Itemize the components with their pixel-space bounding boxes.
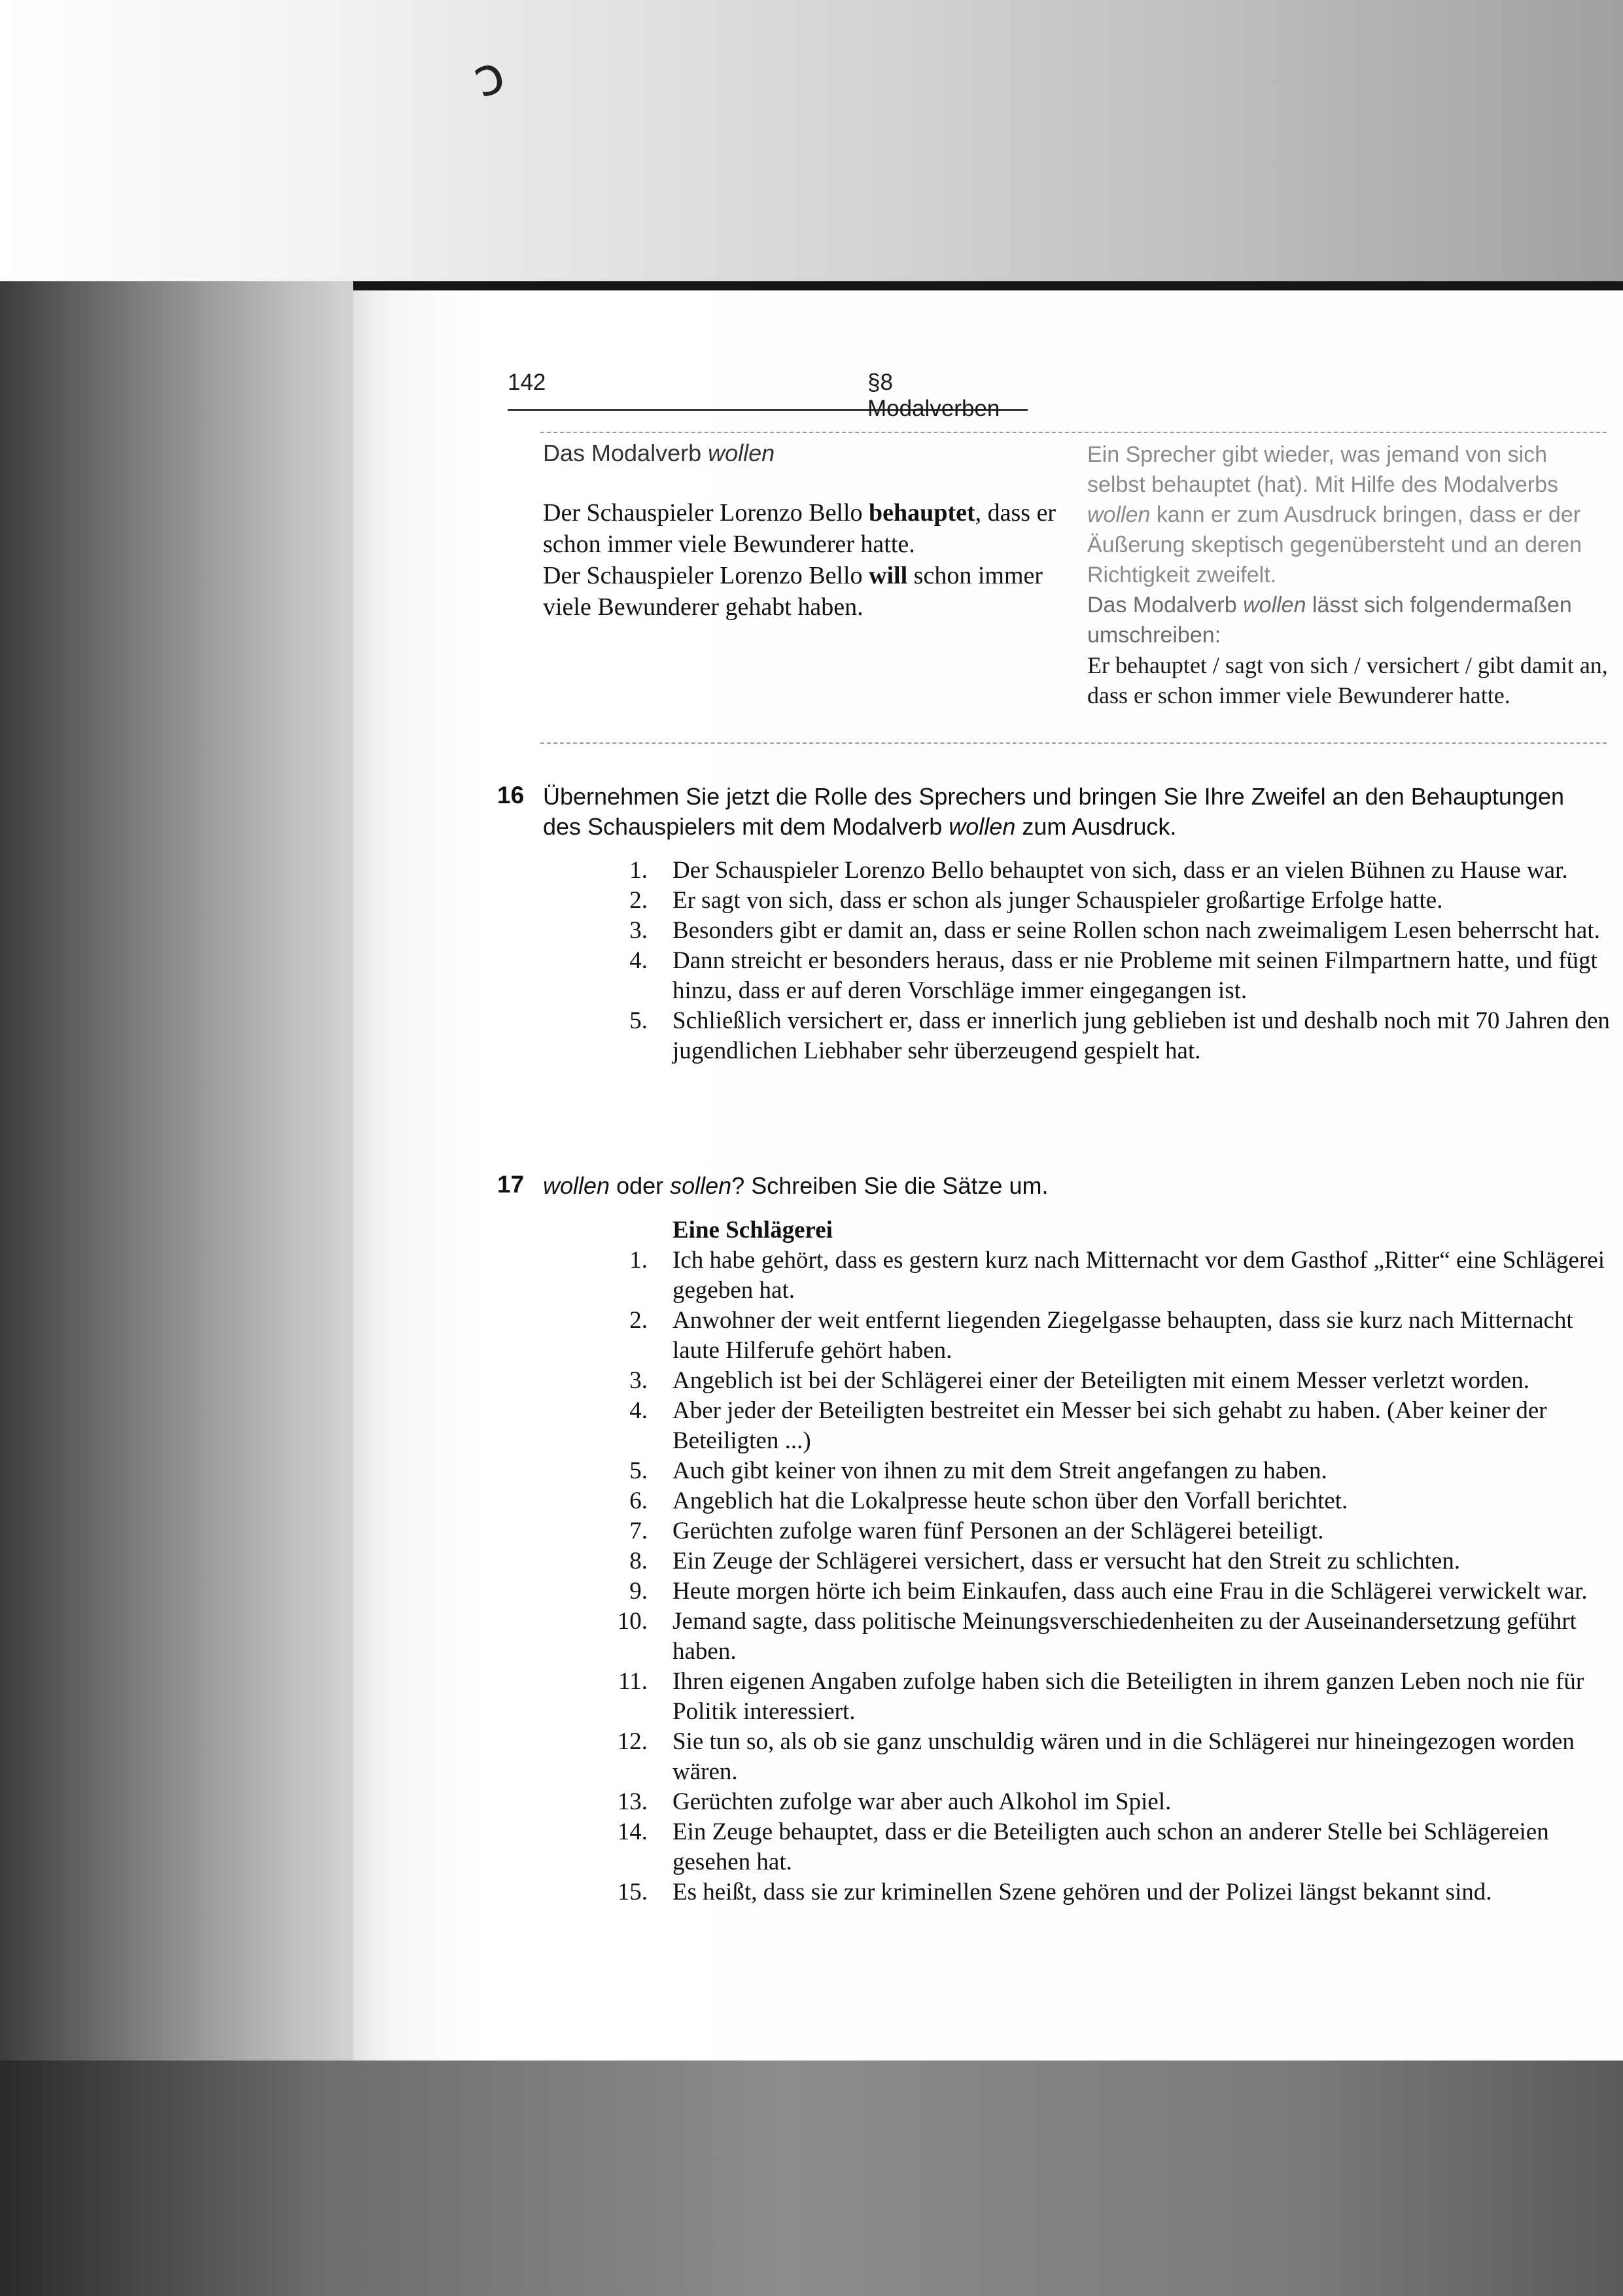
- list-item: 2. Anwohner der weit entfernt liegenden Ziegelgasse behaupten, dass sie kurz nach Mitternacht laute Hilferufe gehört haben.: [629, 1307, 1573, 1364]
- list-item: 9. Heute morgen hörte ich beim Einkaufen, dass auch eine Frau in die Schlägerei verwickelt war.: [629, 1578, 1588, 1605]
- list-item: 7. Gerüchten zufolge waren fünf Personen an der Schlägerei beteiligt.: [629, 1518, 1324, 1544]
- explanation: [1087, 440, 1611, 710]
- exercise-instruction: wollen oder sollen? Schreiben Sie die Sätze um.: [543, 1172, 1049, 1199]
- list-item: 14. Ein Zeuge behauptet, dass er die Beteiligten auch schon an anderer Stelle bei Schlägereien gesehen hat.: [617, 1818, 1549, 1875]
- grammar-info-box: [540, 432, 1607, 746]
- list-item: 4. Aber jeder der Beteiligten bestreitet ein Messer bei sich gehabt zu haben. (Aber keiner der Beteiligten ...): [629, 1397, 1547, 1454]
- pen-mark-icon: ↄ: [464, 43, 513, 110]
- scan-background-top: [0, 0, 1623, 281]
- page-header: [508, 370, 1028, 421]
- explanation-paragraph-1: Ein Sprecher gibt wieder, was jemand von sich selbst behauptet (hat). Mit Hilfe des Modalverbs wollen kann er zum Ausdruck bringen, dass er der Äußerung skeptisch gegenübersteht und an deren Richtigkeit zweifelt.: [1087, 442, 1582, 587]
- list-item: 12. Sie tun so, als ob sie ganz unschuldig wären und in die Schlägerei nur hineingezogen worden wären.: [617, 1728, 1575, 1785]
- list-item: 3. Angeblich ist bei der Schlägerei einer der Beteiligten mit einem Messer verletzt worden.: [629, 1367, 1529, 1394]
- exercise-number: 17: [497, 1171, 525, 1198]
- divider: [540, 432, 1607, 433]
- list-item: 5. Auch gibt keiner von ihnen zu mit dem Streit angefangen zu haben.: [629, 1457, 1327, 1484]
- list-title: Eine Schlägerei: [672, 1217, 833, 1244]
- list-item: 6. Angeblich hat die Lokalpresse heute schon über den Vorfall berichtet.: [629, 1487, 1348, 1514]
- example-sentence-1: Der Schauspieler Lorenzo Bello behauptet, dass er schon immer viele Bewunderer hatte.: [543, 499, 1056, 558]
- list-item: 4. Dann streicht er besonders heraus, dass er nie Probleme mit seinen Filmpartnern hatte, und fügt hinzu, dass er auf deren Vorschläge immer eingegangen ist.: [629, 947, 1597, 1004]
- explanation-paraphrase: Er behauptet / sagt von sich / versichert / gibt damit an, dass er schon immer viele Bewunderer hatte.: [1087, 652, 1608, 708]
- list-item: 15. Es heißt, dass sie zur kriminellen Szene gehören und der Polizei längst bekannt sind.: [617, 1879, 1492, 1905]
- scan-background-bottom: [0, 2061, 1623, 2296]
- explanation-paragraph-2: Das Modalverb wollen lässt sich folgendermaßen umschreiben:: [1087, 593, 1572, 648]
- list-item: 10. Jemand sagte, dass politische Meinungsverschiedenheiten zu der Auseinandersetzung geführt haben.: [617, 1608, 1577, 1665]
- list-item: 1. Der Schauspieler Lorenzo Bello behauptet von sich, dass er an vielen Bühnen zu Hause war.: [629, 857, 1568, 884]
- example-sentences: [543, 497, 1060, 623]
- exercise-number: 16: [497, 782, 525, 809]
- exercise-16-list: [595, 856, 1616, 1066]
- list-item: 11. Ihren eigenen Angaben zufolge haben sich die Beteiligten in ihrem ganzen Leben noch nie für Politik interessiert.: [618, 1668, 1584, 1725]
- list-item: 2. Er sagt von sich, dass er schon als junger Schauspieler großartige Erfolge hatte.: [629, 887, 1443, 914]
- page-number: 142: [508, 370, 546, 395]
- divider: [540, 742, 1607, 744]
- exercise-instruction: Übernehmen Sie jetzt die Rolle des Sprechers und bringen Sie Ihre Zweifel an den Behauptungen des Schauspielers mit dem Modalverb wollen zum Ausdruck.: [543, 783, 1564, 840]
- list-item: 8. Ein Zeuge der Schlägerei versichert, dass er versucht hat den Streit zu schlichten.: [629, 1548, 1461, 1574]
- list-item: 13. Gerüchten zufolge war aber auch Alkohol im Spiel.: [617, 1788, 1172, 1815]
- list-item: 1. Ich habe gehört, dass es gestern kurz nach Mitternacht vor dem Gasthof „Ritter“ eine Schlägerei gegeben hat.: [629, 1247, 1605, 1304]
- section-title: §8 Modalverben: [867, 370, 1000, 421]
- list-item: 5. Schließlich versichert er, dass er innerlich jung geblieben ist und deshalb noch mit 70 Jahren den jugendlichen Liebhaber sehr überzeugend gespielt hat.: [629, 1007, 1610, 1064]
- list-item: 3. Besonders gibt er damit an, dass er seine Rollen schon nach zweimaligem Lesen beherrscht hat.: [629, 917, 1600, 944]
- exercise-17-list: [595, 1215, 1616, 1907]
- example-sentence-2: Der Schauspieler Lorenzo Bello will schon immer viele Bewunderer gehabt haben.: [543, 562, 1043, 621]
- info-box-title: Das Modalverb wollen: [543, 440, 775, 466]
